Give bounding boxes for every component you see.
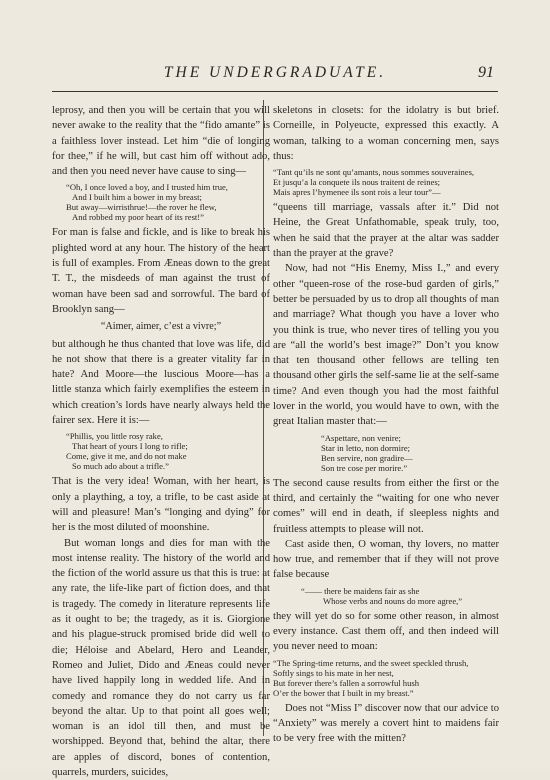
- paragraph: The second cause results from either the first or the third, and certainly the “waiting for one who never comes” will end in death, if sleepless nights and fruitless attempts to please will not.: [273, 477, 499, 535]
- verse-line: Son tre cose per morire.”: [321, 462, 408, 473]
- verse-line: Ben servire, non gradire—: [321, 452, 413, 463]
- verse-line: “Phillis, you little rosy rake,: [66, 431, 163, 442]
- header-rule: [52, 91, 498, 92]
- verse-line: But forever there’s fallen a sorrowful hush: [273, 677, 420, 688]
- verse-line: And robbed my poor heart of its rest!”: [72, 212, 204, 223]
- quote-line: “Aimer, aimer, c’est a vivre;”: [100, 321, 222, 333]
- verse-line: And I built him a bower in my breast;: [72, 192, 202, 203]
- left-column: [52, 103, 270, 780]
- paragraph: For man is false and fickle, and is like to break his plighted word at any hour. The history of the heart is full of examples. From Æneas down to the great T. T., the misdeeds of man against the trust of woman have been sad and sorrowful. The bard of Brooklyn sang—: [52, 227, 270, 315]
- verse-block: [273, 658, 499, 698]
- verse-line: Star in letto, non dormire;: [321, 442, 411, 453]
- verse-line: So much ado about a trifle.”: [72, 461, 169, 472]
- paragraph: they will yet do so for some other reason, in almost every instance. Cast them off, and then indeed will you never need to moan:: [273, 610, 499, 653]
- paragraph: That is the very idea! Woman, with her heart, is only a plaything, a toy, a trifle, to be cast aside at will and pleasure! Man’s “longing and dying” for her is the most diluted of moonshine.: [52, 476, 270, 534]
- paragraph: Does not “Miss I” discover now that our advice to “Anxiety” was merely a covert hint to maidens fair to be very free with the mitten?: [273, 702, 499, 745]
- right-column: [273, 103, 499, 747]
- running-header: [0, 64, 550, 88]
- verse-line: Come, give it me, and do not make: [66, 451, 187, 462]
- paragraph: “queens till marriage, vassals after it.” Did not Heine, the Great Unfathomable, speak truly, too, when he said that the prayer at the altar was sadder than the prayer at the grave?: [273, 202, 499, 260]
- verse-line: “Tant qu’ils ne sont qu’amants, nous sommes souveraines,: [273, 167, 475, 178]
- verse-block: [52, 431, 270, 471]
- paragraph: skeletons in closets: for the idolatry is but brief. Corneille, in Polyeucte, expressed this exactly. A woman, talking to a woman concerning men, says thus:: [273, 105, 499, 162]
- paragraph: but although he thus chanted that love was life, did he not show that there is a greater vitality far in hate? And Moore—the luscious Moore—has a little stanza which fairly exemplifies the esteem in which creation’s lords have nearly always held the fairer sex. Here it is:—: [52, 338, 270, 427]
- verse-line: That heart of yours I long to rifle;: [72, 441, 188, 452]
- verse-line: Softly sings to his mate in her nest,: [273, 667, 394, 678]
- verse-block: [273, 433, 499, 473]
- paragraph: leprosy, and then you will be certain that you will never awake to the reality that the “fido amante” is a faithless lover instead. Let him “die of longing for thee,” if he will, but cast him off without ado, and then you need never have cause to sing—: [52, 105, 270, 178]
- verse-line: “The Spring-time returns, and the sweet speckled thrush,: [273, 657, 469, 668]
- verse-line: O’er the bower that I built in my breast.”: [273, 687, 414, 698]
- verse-block: [273, 586, 499, 606]
- verse-block: [52, 182, 270, 222]
- verse-line: “Oh, I once loved a boy, and I trusted him true,: [66, 182, 228, 193]
- running-title: THE UNDERGRADUATE.: [163, 64, 387, 81]
- page-number: 91: [478, 64, 494, 81]
- paragraph: Cast aside then, O woman, thy lovers, no matter how true, and remember that if they will not prove false because: [273, 538, 499, 581]
- verse-line: Et jusqu’a la conquete ils nous traitent de reines;: [273, 177, 441, 188]
- paragraph: Now, had not “His Enemy, Miss I.,” and every other “queen-rose of the rose-bud garden of girls,” better be persuaded by us to drop all thoughts of man and marriage? What though you have a lover who you think is true, who never tires of telling you you are “all the world’s best image?” Don’t you know that ten thousand other fellows are telling ten thousand other girls the self-same lie at the self-same time? And even though you had the most faithful lover in the world, you would have to own, with the great Italian master that:—: [273, 263, 499, 428]
- verse-line: “—— there be maidens fair as she: [301, 585, 420, 596]
- verse-line: But away—wirristhrue!—the rover he flew,: [66, 202, 217, 213]
- verse-line: Whose verbs and nouns do more agree,”: [323, 595, 463, 606]
- paragraph: But woman longs and dies for man with the most intense reality. The history of the world and the fiction of the world assure us that this is true: at any rate, the life-like part of fiction does, and that is tragedy. The comedy in literature represents life as it ought to be; the tragedy, as it is. Giorgione and his plague-struck promised bride did well to die; Héloise and Abelard, Hero and Leander, Romeo and Juliet, Dido and Æneas could never have lived happily long in wedded life. And in comedy and romance they do not carry us far beyond the altar. Up to that point all goes well; woman is an idol till then, and must be worshipped. Beyond that, behind the altar, there are apples of discord, bones of contention, quarrels, murders, suicides,: [52, 537, 270, 778]
- verse-line: “Aspettare, non venire;: [321, 432, 401, 443]
- verse-line: Mais apres l’hymenee ils sont rois a leur tour”—: [273, 187, 441, 198]
- verse-block: [273, 167, 499, 197]
